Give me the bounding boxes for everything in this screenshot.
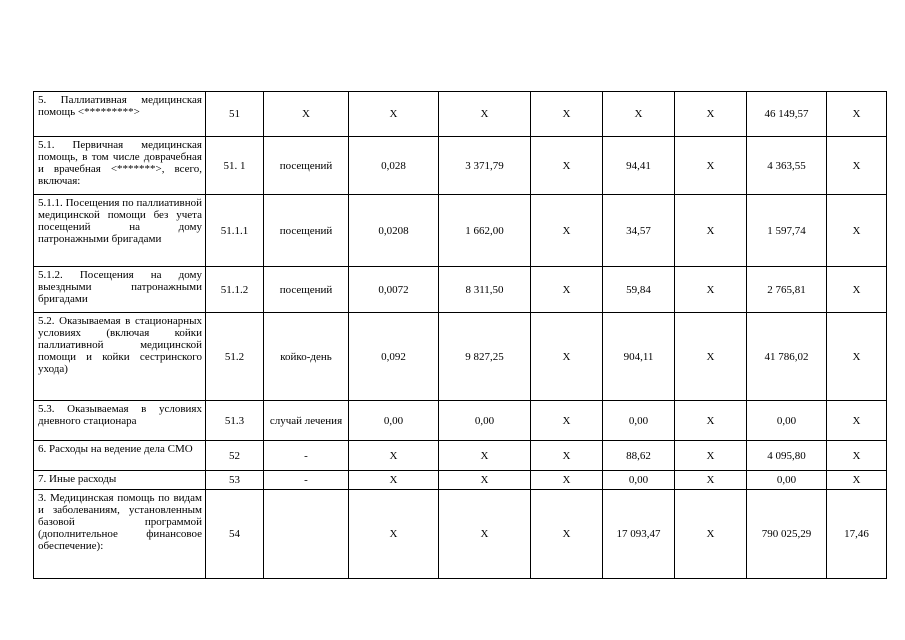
- table-cell: Х: [675, 441, 747, 471]
- row-name-cell: 5.1.2. Посещения на дому выездными патронажными бригадами: [34, 267, 206, 313]
- row-name-cell: 5. Паллиативная медицинская помощь <*********>: [34, 92, 206, 137]
- table-cell: Х: [675, 490, 747, 579]
- table-cell: Х: [827, 471, 887, 490]
- table-cell: 0,00: [603, 471, 675, 490]
- table-cell: случай лечения: [264, 401, 349, 441]
- table-row: [34, 313, 887, 401]
- table-cell: Х: [531, 137, 603, 195]
- table-cell: Х: [675, 267, 747, 313]
- table-cell: Х: [827, 401, 887, 441]
- table-cell: посещений: [264, 195, 349, 267]
- table-row: [34, 195, 887, 267]
- table-cell: 51: [206, 92, 264, 137]
- table-cell: Х: [675, 471, 747, 490]
- table-cell: 94,41: [603, 137, 675, 195]
- table-cell: 41 786,02: [747, 313, 827, 401]
- table-cell: 1 597,74: [747, 195, 827, 267]
- table-cell: Х: [349, 441, 439, 471]
- row-name-cell: 3. Медицинская помощь по видам и заболеваниям, установленным базовой программой (дополнительное финансовое обеспечение):: [34, 490, 206, 579]
- table-cell: 0,00: [747, 471, 827, 490]
- table-cell: Х: [827, 137, 887, 195]
- table-cell: Х: [827, 441, 887, 471]
- table-cell: 53: [206, 471, 264, 490]
- table-cell: -: [264, 471, 349, 490]
- table-cell: Х: [349, 92, 439, 137]
- table-cell: 8 311,50: [439, 267, 531, 313]
- table-cell: Х: [675, 92, 747, 137]
- table-cell: [264, 490, 349, 579]
- table-cell: Х: [531, 490, 603, 579]
- table-cell: посещений: [264, 137, 349, 195]
- table-cell: Х: [603, 92, 675, 137]
- row-name-cell: 7. Иные расходы: [34, 471, 206, 490]
- table-cell: Х: [531, 441, 603, 471]
- table-cell: 51.3: [206, 401, 264, 441]
- table-cell: Х: [439, 441, 531, 471]
- table-cell: Х: [827, 313, 887, 401]
- table-cell: 51. 1: [206, 137, 264, 195]
- table-cell: 4 363,55: [747, 137, 827, 195]
- table-cell: 9 827,25: [439, 313, 531, 401]
- table-cell: Х: [675, 195, 747, 267]
- table-cell: 0,028: [349, 137, 439, 195]
- table-cell: 34,57: [603, 195, 675, 267]
- table-cell: койко-день: [264, 313, 349, 401]
- table-cell: Х: [827, 195, 887, 267]
- table-cell: 2 765,81: [747, 267, 827, 313]
- table-cell: Х: [531, 401, 603, 441]
- table-cell: Х: [439, 490, 531, 579]
- table-row: [34, 137, 887, 195]
- table-cell: 51.2: [206, 313, 264, 401]
- table-cell: Х: [675, 137, 747, 195]
- table-cell: 46 149,57: [747, 92, 827, 137]
- table-cell: Х: [531, 195, 603, 267]
- table-cell: 52: [206, 441, 264, 471]
- table-cell: посещений: [264, 267, 349, 313]
- table-cell: 54: [206, 490, 264, 579]
- table-cell: Х: [827, 267, 887, 313]
- table-cell: Х: [531, 471, 603, 490]
- table-cell: 0,0208: [349, 195, 439, 267]
- table-cell: 17,46: [827, 490, 887, 579]
- table-cell: 59,84: [603, 267, 675, 313]
- row-name-cell: 5.2. Оказываемая в стационарных условиях (включая койки паллиативной медицинской помощи и койки сестринского ухода): [34, 313, 206, 401]
- table-cell: 4 095,80: [747, 441, 827, 471]
- table-cell: 51.1.1: [206, 195, 264, 267]
- table-row: [34, 490, 887, 579]
- table-cell: Х: [675, 313, 747, 401]
- table-row: [34, 441, 887, 471]
- table-row: [34, 267, 887, 313]
- table-cell: 0,00: [439, 401, 531, 441]
- table-row: [34, 471, 887, 490]
- table-cell: Х: [439, 92, 531, 137]
- row-name-cell: 6. Расходы на ведение дела СМО: [34, 441, 206, 471]
- table-cell: 17 093,47: [603, 490, 675, 579]
- table-body: [34, 92, 887, 579]
- table-cell: 790 025,29: [747, 490, 827, 579]
- table-cell: 0,00: [747, 401, 827, 441]
- table-cell: Х: [827, 92, 887, 137]
- table-row: [34, 92, 887, 137]
- table-cell: 0,092: [349, 313, 439, 401]
- table-cell: Х: [531, 313, 603, 401]
- table-cell: Х: [264, 92, 349, 137]
- table-cell: Х: [349, 490, 439, 579]
- table-cell: 0,00: [603, 401, 675, 441]
- table-cell: 51.1.2: [206, 267, 264, 313]
- table-cell: Х: [349, 471, 439, 490]
- row-name-cell: 5.1.1. Посещения по паллиативной медицинской помощи без учета посещений на дому патронажными бригадами: [34, 195, 206, 267]
- table-cell: Х: [531, 92, 603, 137]
- table-cell: 0,00: [349, 401, 439, 441]
- table-cell: Х: [531, 267, 603, 313]
- row-name-cell: 5.3. Оказываемая в условиях дневного стационара: [34, 401, 206, 441]
- table-cell: 904,11: [603, 313, 675, 401]
- table-cell: -: [264, 441, 349, 471]
- table-cell: 88,62: [603, 441, 675, 471]
- table-cell: Х: [675, 401, 747, 441]
- table-cell: Х: [439, 471, 531, 490]
- row-name-cell: 5.1. Первичная медицинская помощь, в том числе доврачебная и врачебная <*******>, всего, включая:: [34, 137, 206, 195]
- table-row: [34, 401, 887, 441]
- table-cell: 3 371,79: [439, 137, 531, 195]
- tariff-table: [33, 91, 887, 579]
- table-cell: 0,0072: [349, 267, 439, 313]
- table-cell: 1 662,00: [439, 195, 531, 267]
